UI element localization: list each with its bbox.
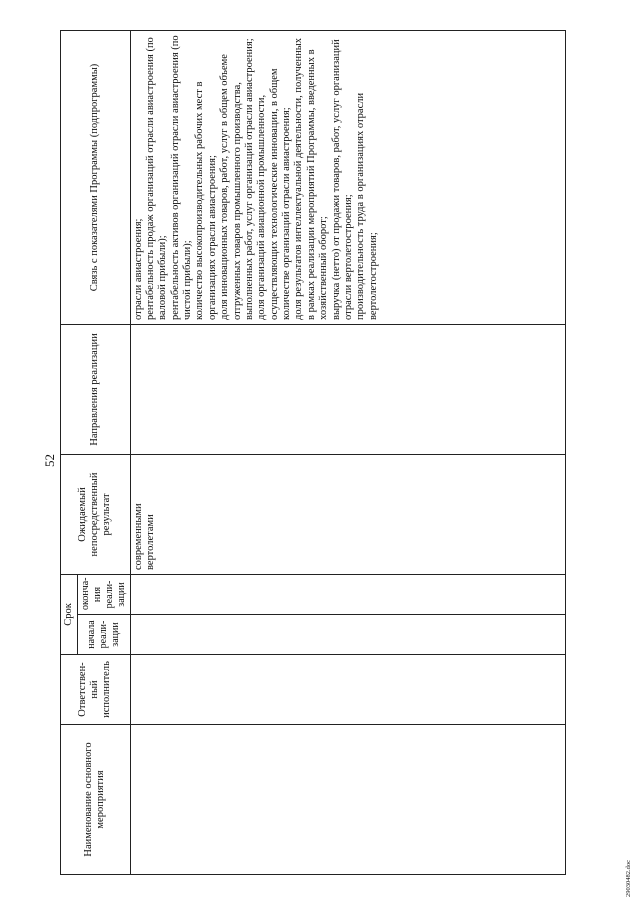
footer-filename: 29030482.doc — [625, 859, 632, 897]
header-result: Ожидаемый непосредственный результат — [61, 454, 131, 574]
cell-name — [130, 725, 565, 875]
cell-link: отрасли авиастроения; рентабельность продаж организаций отрасли авиастроения (по валовой прибыли); рентабельность активов организаций отрасли авиастроения (по чистой прибыли); количество высокопроизводительных рабочих мест в организациях отрасли авиастроения; доля инновационных товаров, работ, услуг в общем объеме отгруженных товаров промышленного производства, выполненных работ, услуг организаций отрасли авиастроения; доля организаций авиационной промышленности, осуществляющих технологические инновации, в общем количестве организаций отрасли авиастроения; доля результатов интеллектуальной деятельности, полученных в рамках реализации мероприятий Программы, введенных в хозяйственный оборот; выручка (нетто) от продажи товаров, работ, услуг организаций отрасли вертолетостроения; производительность труда в организациях отрасли вертолетостроения; — [130, 30, 565, 324]
header-directions: Направления реализации — [61, 324, 131, 454]
cell-start — [130, 615, 565, 655]
header-link: Связь с показателями Программы (подпрограммы) — [61, 30, 131, 324]
header-end: оконча-ния реали-зации — [78, 574, 130, 614]
cell-end — [130, 574, 565, 614]
header-row — [61, 30, 78, 874]
header-name: Наименование основного мероприятия — [61, 725, 131, 875]
cell-executor — [130, 655, 565, 725]
header-term: Срок — [61, 574, 78, 654]
table-row — [130, 30, 565, 874]
page-number: 52 — [42, 454, 57, 467]
header-executor: Ответствен-ный исполнитель — [61, 655, 131, 725]
cell-result: современными вертолетами — [130, 454, 565, 574]
header-start: начала реали-зации — [78, 615, 130, 655]
cell-directions — [130, 324, 565, 454]
measures-table — [60, 30, 566, 875]
